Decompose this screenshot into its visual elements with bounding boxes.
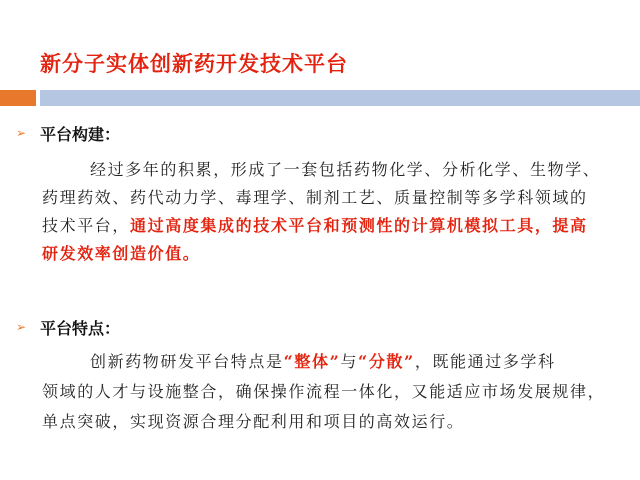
paragraph-text: 与 <box>340 352 359 371</box>
highlight-text: 研发效率创造价值。 <box>42 244 201 263</box>
paragraph-line: 药理药效、药代动力学、毒理学、制剂工艺、质量控制等多学科领域的 <box>42 188 588 207</box>
paragraph-line <box>90 348 556 376</box>
title-accent-bar <box>0 90 36 106</box>
bullet-icon: ➢ <box>16 320 27 334</box>
section-heading-construction: 平台构建： <box>40 125 121 144</box>
paragraph-line: 领域的人才与设施整合，确保操作流程一体化，又能适应市场发展规律， <box>42 382 606 401</box>
bullet-icon: ➢ <box>16 126 27 140</box>
paragraph-line: 经过多年的积累，形成了一套包括药物化学、分析化学、生物学、 <box>90 160 601 179</box>
paragraph-line: 单点突破，实现资源合理分配利用和项目的高效运行。 <box>42 412 465 431</box>
paragraph-line <box>42 240 200 268</box>
paragraph-text: 创新药物研发平台特点是 <box>90 352 284 371</box>
paragraph-line <box>42 212 588 240</box>
highlight-text: “整体” <box>283 352 341 371</box>
title-divider-bar <box>40 90 640 106</box>
paragraph-text: ，既能通过多学科 <box>414 352 556 371</box>
paragraph-text: 技术平台， <box>42 216 131 235</box>
section-heading-features: 平台特点： <box>40 319 121 338</box>
slide-title: 新分子实体创新药开发技术平台 <box>40 52 348 76</box>
highlight-text: 通过高度集成的技术平台和预测性的计算机模拟工具，提高 <box>130 216 588 235</box>
highlight-text: “分散” <box>358 352 415 371</box>
